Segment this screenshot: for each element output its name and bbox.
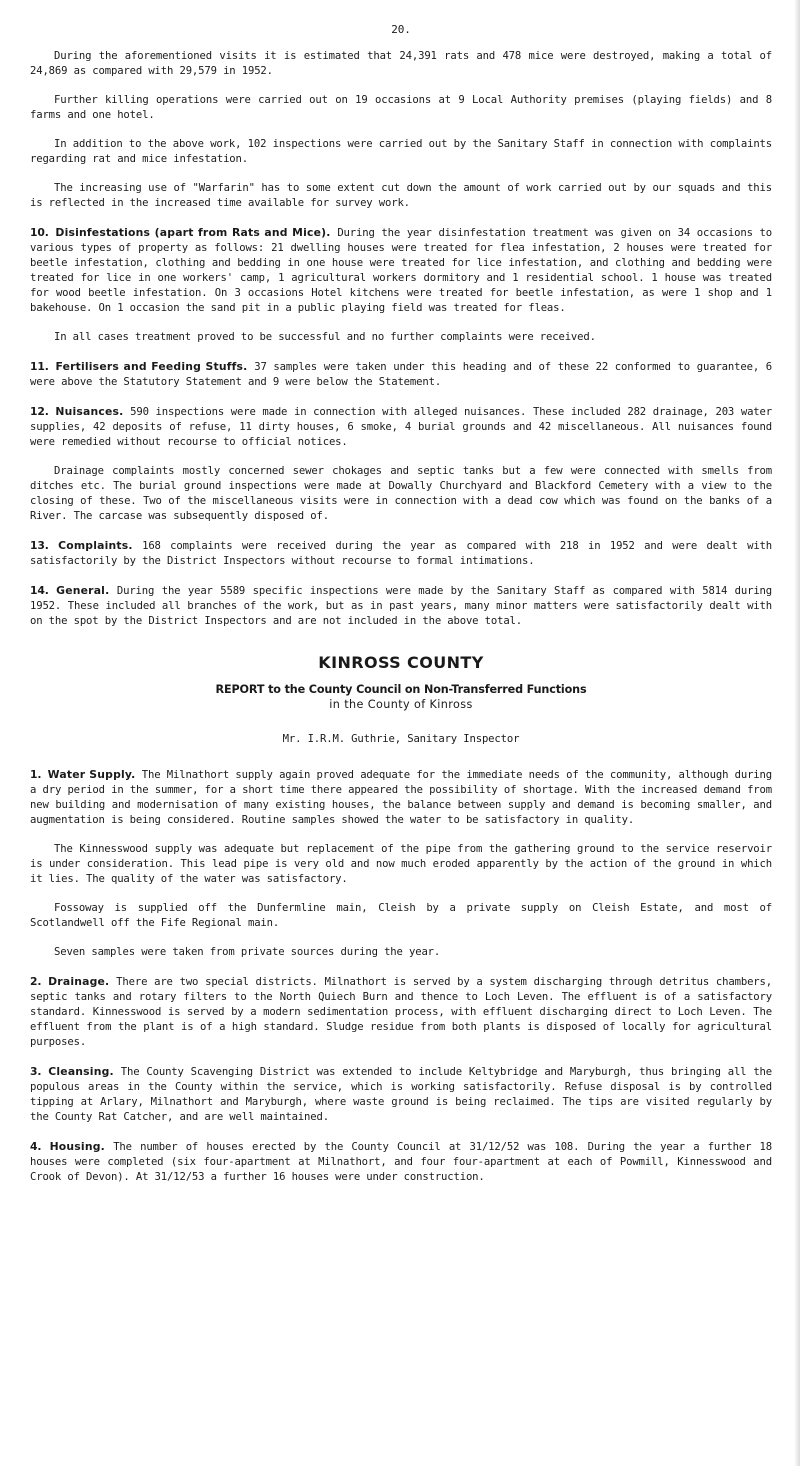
- kinross-item-3-number: 3.: [30, 1065, 42, 1078]
- kinross-item-3-text: The County Scavenging District was extended to include Keltybridge and Maryburgh, thus bringing all the populous areas in the County within the service, which is working satisfactorily. Refuse disposal is by controlled tipping at Arlary, Milnathort and Maryburgh, where waste ground is being reclaimed. The tips are visited regularly by the County Rat Catcher, and are well maintained.: [30, 1066, 773, 1123]
- kinross-county-title: KINROSS COUNTY: [318, 653, 484, 672]
- report-title-line-1: REPORT to the County Council on Non-Transferred Functions: [215, 683, 587, 696]
- rats-destroyed-paragraph: During the aforementioned visits it is estimated that 24,391 rats and 478 mice were destroyed, making a total of 24,869 as compared with 29,579 in 1952.: [30, 50, 772, 77]
- item-12-heading: Nuisances.: [55, 405, 124, 418]
- item-14-text: During the year 5589 specific inspections were made by the Sanitary Staff as compared with 5814 during 1952. These included all branches of the work, but as in past years, many minor matters were satisfactorily dealt with on the spot by the District Inspectors and are not included in the above total.: [30, 585, 773, 627]
- item-13-heading: Complaints.: [58, 539, 133, 552]
- kinross-item-1-heading: Water Supply.: [47, 768, 136, 781]
- item-13-number: 13.: [30, 539, 49, 552]
- sanitary-inspector-name: Mr. I.R.M. Guthrie, Sanitary Inspector: [282, 733, 520, 745]
- item-11-text: 37 samples were taken under this heading and of these 22 conformed to guarantee, 6 were above the Statutory Statement and 9 were below the Statement.: [30, 361, 773, 388]
- item-10-followup: In all cases treatment proved to be successful and no further complaints were received.: [54, 331, 596, 343]
- kinross-item-4-housing: [30, 1139, 772, 1185]
- kinross-item-1-text: The Milnathort supply again proved adequate for the immediate needs of the community, although during a dry period in the summer, for a short time there appeared the possibility of shortage. With the increased demand from new building and modernisation of many existing houses, the balance between supply and demand is becoming smaller, and augmentation is being considered. Routine samples showed the water to be satisfactory in quality.: [30, 769, 772, 826]
- item-14-general: [30, 583, 772, 629]
- kinnesswood-supply-paragraph: The Kinnesswood supply was adequate but replacement of the pipe from the gathering ground to the service reservoir is under consideration. This lead pipe is very old and now much eroded apparently by the action of the ground in which it lies. The quality of the water was satisfactory.: [30, 843, 772, 885]
- item-11-number: 11.: [30, 360, 49, 373]
- item-10-heading: Disinfestations (apart from Rats and Mice).: [55, 226, 331, 239]
- inspections-paragraph: In addition to the above work, 102 inspections were carried out by the Sanitary Staff in connection with complaints regarding rat and mice infestation.: [30, 138, 772, 165]
- kinross-item-2-text: There are two special districts. Milnathort is served by a system discharging through detritus chambers, septic tanks and rotary filters to the North Quiech Burn and thence to Loch Leven. The effluent is of a satisfactory standard. Kinnesswood is served by a modern sedimentation process, with effluent discharging direct to Loch Leven. The effluent from the plant is of a high standard. Sludge residue from both plants is disposed of locally for agricultural purposes.: [30, 976, 772, 1048]
- item-11-heading: Fertilisers and Feeding Stuffs.: [55, 360, 248, 373]
- kinross-item-1-number: 1.: [30, 768, 42, 781]
- kinross-item-3-cleansing: [30, 1064, 772, 1125]
- kinross-item-2-drainage: [30, 974, 772, 1050]
- kinross-item-4-heading: Housing.: [49, 1140, 105, 1153]
- item-14-heading: General.: [56, 584, 110, 597]
- kinross-item-4-number: 4.: [30, 1140, 42, 1153]
- killing-operations-paragraph: Further killing operations were carried out on 19 occasions at 9 Local Authority premises (playing fields) and 8 farms and one hotel.: [30, 94, 772, 121]
- kinross-item-1-water-supply: [30, 767, 772, 828]
- item-12-text: 590 inspections were made in connection with alleged nuisances. These included 282 drainage, 203 water supplies, 42 deposits of refuse, 11 dirty houses, 6 smoke, 4 burial grounds and 42 miscellaneous. All nuisances found were remedied without recourse to official notices.: [30, 406, 772, 448]
- item-13-text: 168 complaints were received during the year as compared with 218 in 1952 and were dealt with satisfactorily by the District Inspectors without recourse to formal intimations.: [30, 540, 773, 567]
- page-edge-shadow: [794, 0, 800, 1466]
- item-12-followup: Drainage complaints mostly concerned sewer chokages and septic tanks but a few were connected with smells from ditches etc. The burial ground inspections were made at Dowally Churchyard and Blackford Cemetery with a view to the closing of these. Two of the miscellaneous visits were in connection with a dead cow which was found on the banks of a River. The carcase was subsequently disposed of.: [30, 465, 772, 522]
- kinross-item-3-heading: Cleansing.: [48, 1065, 114, 1078]
- item-11-fertilisers: [30, 359, 772, 390]
- item-14-number: 14.: [30, 584, 49, 597]
- kinross-item-4-text: The number of houses erected by the County Council at 31/12/52 was 108. During the year a further 18 houses were completed (six four-apartment at Milnathort, and four four-apartment at each of Powmill, Kinnesswood and Crook of Devon). At 31/12/53 a further 16 houses were under construction.: [30, 1141, 772, 1183]
- report-title: [30, 682, 772, 712]
- fossoway-supply-paragraph: Fossoway is supplied off the Dunfermline main, Cleish by a private supply on Cleish Estate, and most of Scotlandwell off the Fife Regional main.: [30, 902, 772, 929]
- kinross-item-2-number: 2.: [30, 975, 42, 988]
- item-10-number: 10.: [30, 226, 49, 239]
- page-number: 20.: [391, 23, 411, 36]
- kinross-item-2-heading: Drainage.: [48, 975, 110, 988]
- private-samples-paragraph: Seven samples were taken from private sources during the year.: [54, 946, 441, 958]
- warfarin-paragraph: The increasing use of "Warfarin" has to some extent cut down the amount of work carried out by our squads and this is reflected in the increased time available for survey work.: [30, 182, 772, 209]
- item-10-text: During the year disinfestation treatment was given on 34 occasions to various types of property as follows: 21 dwelling houses were treated for flea infestation, 2 houses were treated for beetle infestation, clothing and bedding in one house were treated for lice infestation, and clothing and bedding were treated for lice in one workers' camp, 1 agricultural workers dormitory and 1 residential school. 1 house was treated for wood beetle infestation. On 3 occasions Hotel kitchens were treated for beetle infestation, as were 1 shop and 1 bakehouse. On 1 occasion the sand pit in a public playing field was treated for fleas.: [30, 227, 773, 314]
- item-13-complaints: [30, 538, 772, 569]
- item-12-number: 12.: [30, 405, 49, 418]
- item-10-disinfestations: [30, 225, 772, 316]
- report-title-line-2: in the County of Kinross: [329, 698, 473, 711]
- item-12-nuisances: [30, 404, 772, 450]
